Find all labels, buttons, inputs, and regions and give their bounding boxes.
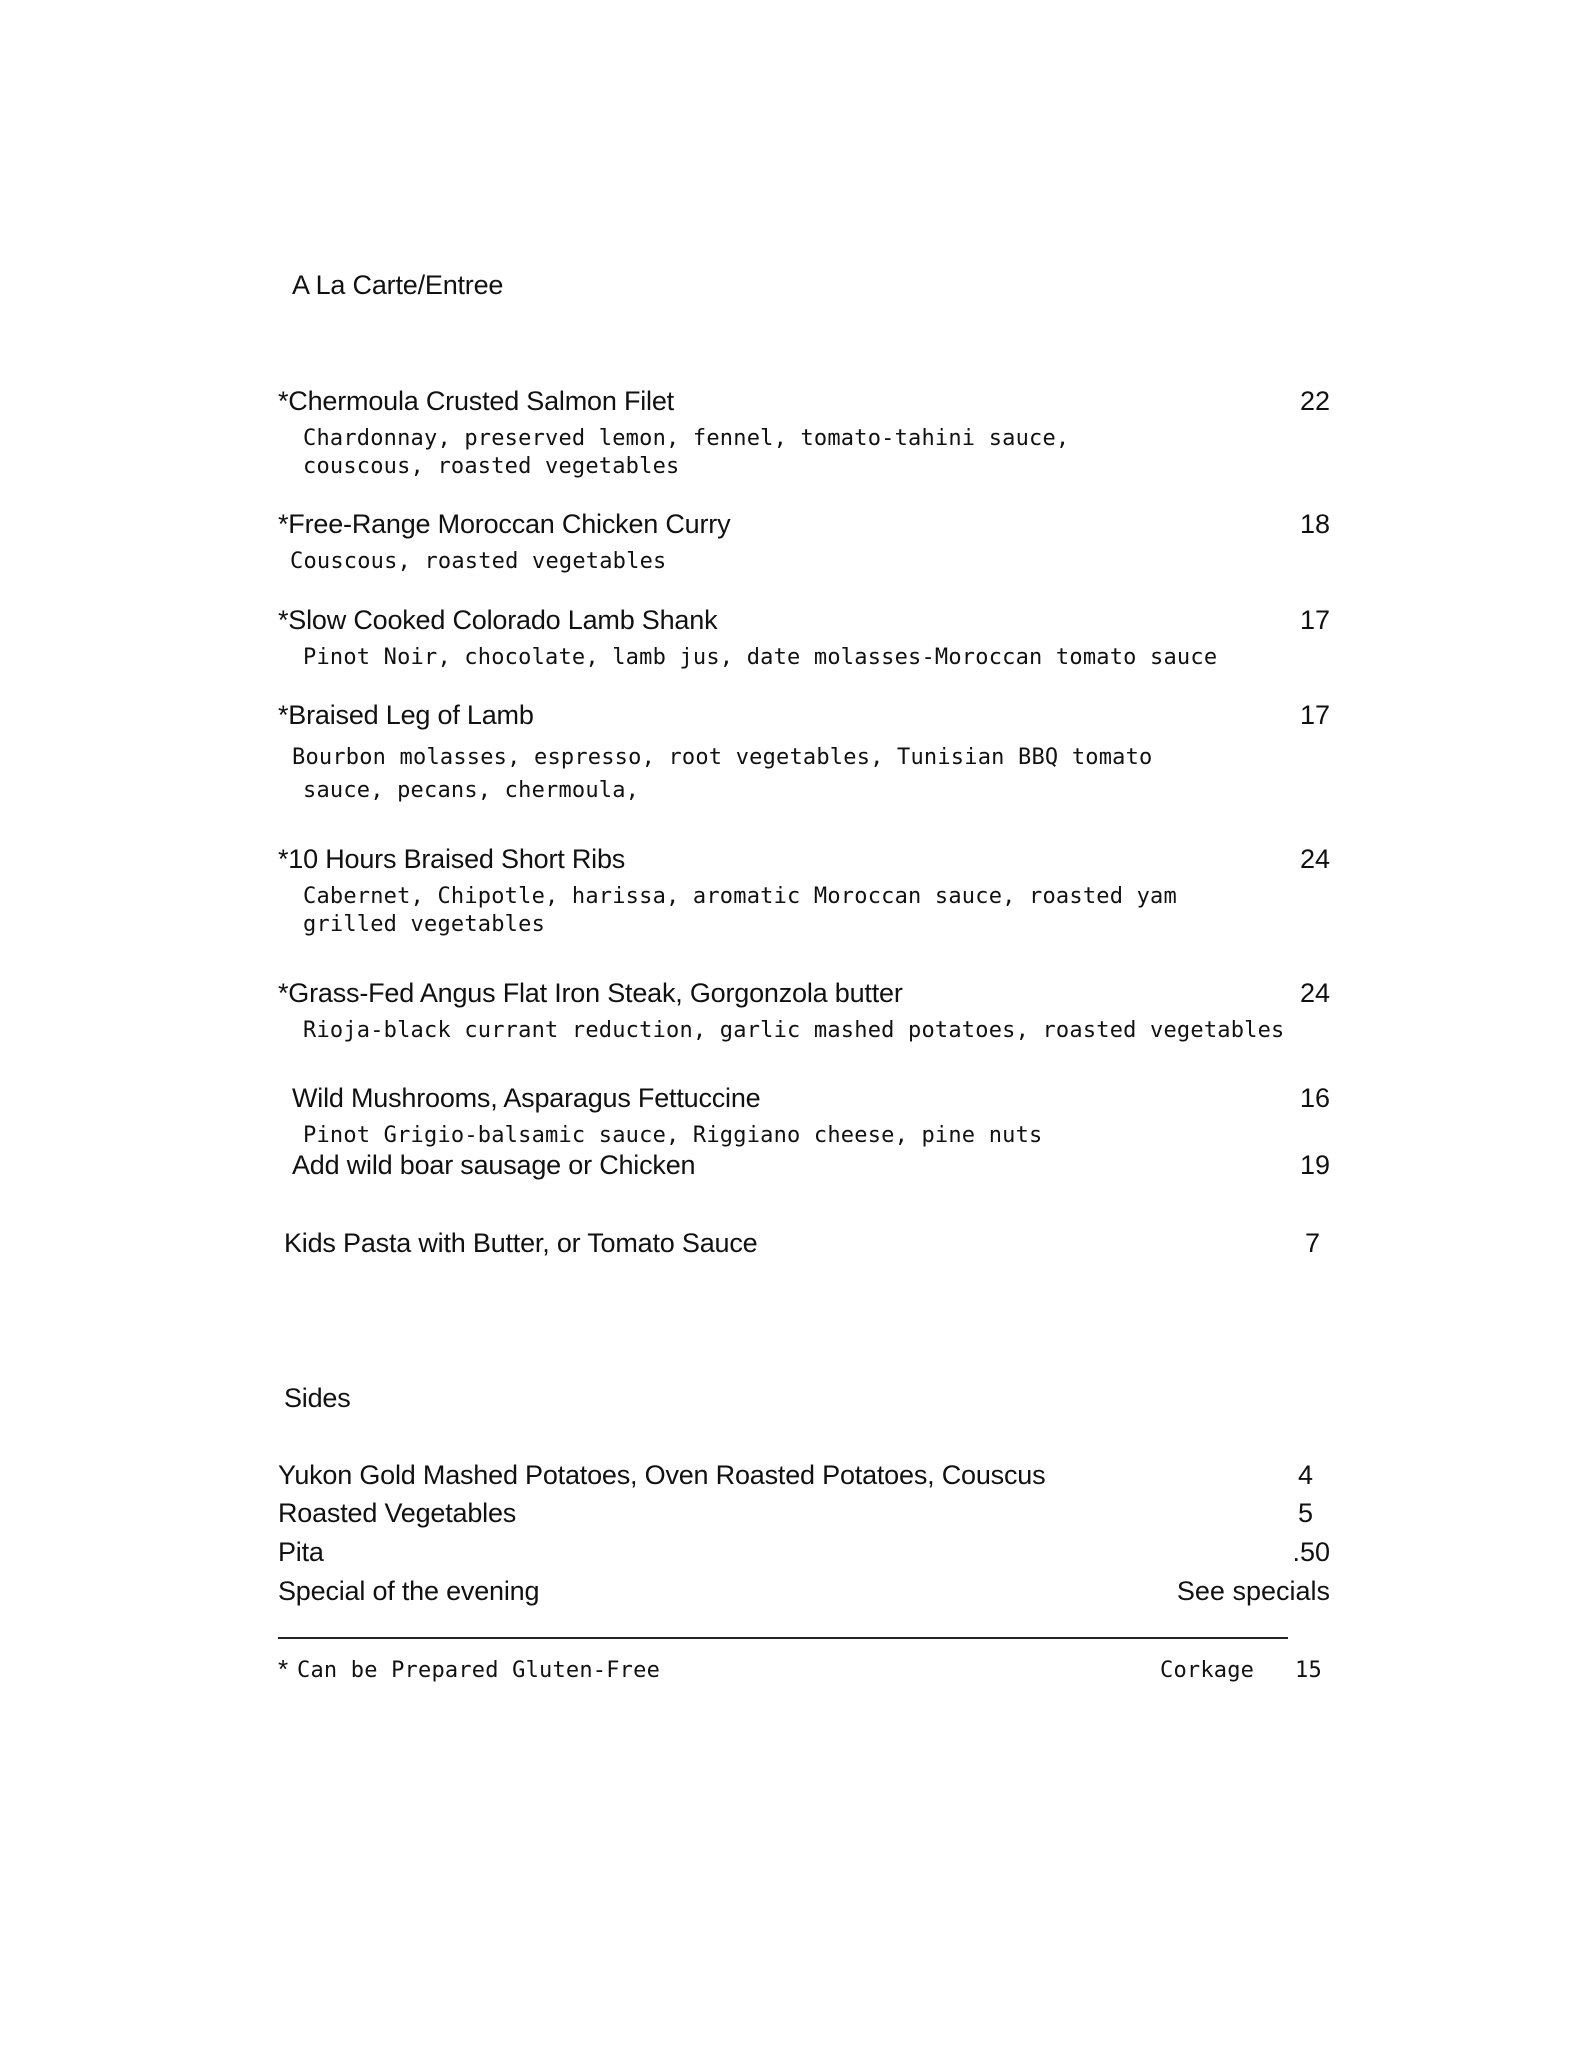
menu-item-price: 24: [1299, 844, 1330, 874]
menu-item-description: couscous, roasted vegetables: [303, 454, 680, 479]
menu-addon-name: Add wild boar sausage or Chicken: [292, 1150, 696, 1180]
menu-item-description: Chardonnay, preserved lemon, fennel, tomato-tahini sauce,: [303, 426, 1070, 451]
menu-item-name: *Grass-Fed Angus Flat Iron Steak, Gorgonzola butter: [278, 978, 903, 1008]
menu-item-description: grilled vegetables: [303, 912, 546, 937]
entree-section-title: A La Carte/Entree: [292, 270, 504, 300]
menu-item-price: 16: [1299, 1083, 1330, 1113]
menu-item-price: 17: [1299, 700, 1330, 730]
footer-divider: [278, 1637, 1288, 1639]
gluten-free-asterisk: *: [278, 1654, 288, 1684]
menu-item-name: *Braised Leg of Lamb: [278, 700, 534, 730]
menu-item-description: Rioja-black currant reduction, garlic mashed potatoes, roasted vegetables: [303, 1018, 1285, 1043]
menu-item-description: sauce, pecans, chermoula,: [303, 778, 640, 803]
corkage-price: 15: [1295, 1658, 1322, 1683]
menu-item-price: 18: [1299, 509, 1330, 539]
menu-item-price: 22: [1299, 386, 1330, 416]
side-item-name: Yukon Gold Mashed Potatoes, Oven Roasted Potatoes, Couscus: [278, 1460, 1046, 1490]
menu-item-price: 24: [1299, 978, 1330, 1008]
corkage-label: Corkage: [1160, 1658, 1255, 1683]
side-item-price: See specials: [1176, 1576, 1330, 1606]
side-item-price: 4: [1297, 1460, 1313, 1490]
menu-addon-price: 19: [1299, 1150, 1330, 1180]
side-item-price: 5: [1297, 1498, 1313, 1528]
menu-item-description: Couscous, roasted vegetables: [290, 549, 667, 574]
kids-item-price: 7: [1304, 1228, 1320, 1258]
menu-item-name: *Free-Range Moroccan Chicken Curry: [278, 509, 731, 539]
menu-item-description: Bourbon molasses, espresso, root vegetables, Tunisian BBQ tomato: [292, 745, 1153, 770]
menu-item-name: *10 Hours Braised Short Ribs: [278, 844, 626, 874]
kids-item-name: Kids Pasta with Butter, or Tomato Sauce: [284, 1228, 758, 1258]
menu-item-name: *Chermoula Crusted Salmon Filet: [278, 386, 674, 416]
menu-item-description: Pinot Grigio-balsamic sauce, Riggiano cheese, pine nuts: [303, 1123, 1043, 1148]
gluten-free-note: Can be Prepared Gluten-Free: [297, 1658, 661, 1683]
menu-item-name: *Slow Cooked Colorado Lamb Shank: [278, 605, 718, 635]
side-item-price: .50: [1292, 1537, 1330, 1567]
menu-item-description: Cabernet, Chipotle, harissa, aromatic Moroccan sauce, roasted yam: [303, 884, 1177, 909]
menu-item-name: Wild Mushrooms, Asparagus Fettuccine: [292, 1083, 761, 1113]
sides-section-title: Sides: [284, 1383, 351, 1413]
side-item-name: Pita: [278, 1537, 324, 1567]
menu-item-price: 17: [1299, 605, 1330, 635]
side-item-name: Special of the evening: [278, 1576, 540, 1606]
menu-item-description: Pinot Noir, chocolate, lamb jus, date molasses-Moroccan tomato sauce: [303, 645, 1218, 670]
side-item-name: Roasted Vegetables: [278, 1498, 517, 1528]
